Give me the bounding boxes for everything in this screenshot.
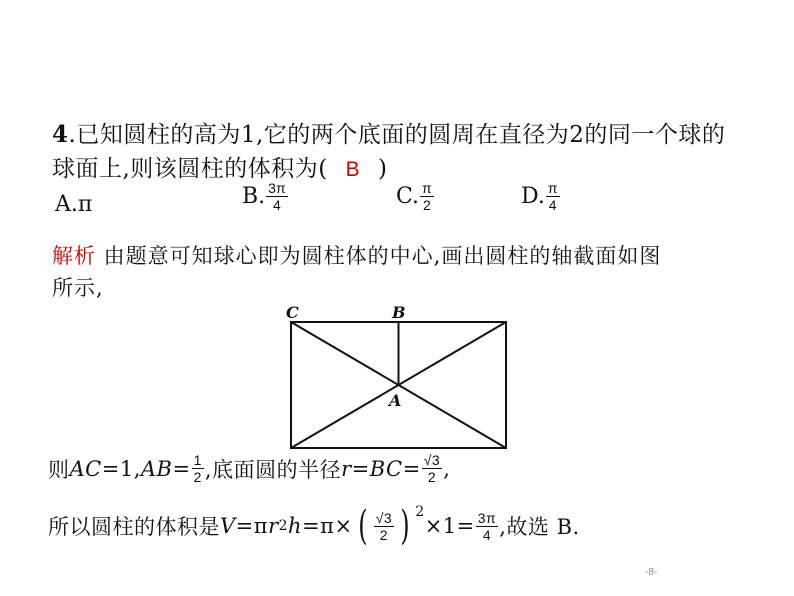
calc2-f1-den: 2 <box>379 526 389 543</box>
calc-line-2 <box>48 503 580 549</box>
calc2-h: h <box>288 514 303 538</box>
label-c: C <box>286 303 299 322</box>
calc1-f1-num: 1 <box>193 452 202 468</box>
calc1-ab: AB <box>140 456 173 481</box>
calc2-end: ,故选 B. <box>499 515 580 539</box>
calc2-eq1: =π <box>235 514 269 538</box>
option-d-label: D. <box>521 184 545 209</box>
calc2-close-paren: ) <box>400 503 411 549</box>
option-c-fraction <box>420 180 434 213</box>
option-c-label: C. <box>396 184 420 209</box>
calc1-eq2: = <box>172 456 191 481</box>
option-c-den: 2 <box>422 197 431 213</box>
solution-title: 解析 <box>52 244 96 268</box>
calc1-eq4: = <box>402 456 421 481</box>
calc1-eq1: =1, <box>101 456 141 481</box>
label-a: A <box>389 391 402 410</box>
calc1-mid: ,底面圆的半径 <box>204 457 342 482</box>
calc1-f1-den: 2 <box>193 469 202 485</box>
option-b-num: 3π <box>268 180 286 196</box>
option-d-fraction <box>546 180 560 213</box>
solution-line-2 <box>52 272 104 302</box>
answer-letter: B <box>345 158 361 181</box>
calc1-r: r <box>341 456 352 481</box>
calc1-prefix: 则 <box>48 457 70 482</box>
calc2-fraction-1 <box>374 510 394 543</box>
option-a-label: A.π <box>55 192 93 217</box>
calc1-fraction-1 <box>192 452 204 485</box>
question-text-1: .已知圆柱的高为1,它的两个底面的圆周在直径为2的同一个球的 <box>68 122 726 148</box>
axial-section-figure <box>280 300 520 455</box>
calc2-mul: ×1= <box>424 514 475 538</box>
option-b-label: B. <box>242 184 266 209</box>
calc1-end: , <box>443 456 451 481</box>
calc2-r: r <box>268 514 279 538</box>
question-line-1 <box>52 116 725 149</box>
option-c <box>396 180 435 213</box>
calc2-f2-num: 3π <box>477 509 497 526</box>
calc1-bc: BC <box>369 456 403 481</box>
calc2-open-paren: ( <box>357 503 368 549</box>
question-line-2 <box>52 150 387 183</box>
solution-line-1 <box>52 240 661 270</box>
solution-text-2: 所示, <box>52 276 104 300</box>
calc2-prefix: 所以圆柱的体积是 <box>48 515 220 539</box>
option-b-fraction <box>266 180 287 213</box>
option-b <box>242 180 289 213</box>
question-text-3: ) <box>377 156 388 182</box>
calc1-f2-den: 2 <box>427 469 437 485</box>
question-number: 4 <box>52 121 69 148</box>
option-d-den: 4 <box>548 197 557 213</box>
calc1-ac: AC <box>69 456 102 481</box>
option-b-den: 4 <box>273 197 281 213</box>
calc-line-1 <box>48 452 450 485</box>
option-c-num: π <box>422 180 432 196</box>
calc2-fraction-2 <box>476 510 498 543</box>
calc2-f1-num: √3 <box>375 509 393 526</box>
calc2-eq2: =π× <box>302 514 353 538</box>
option-d <box>521 180 561 213</box>
option-d-num: π <box>547 180 558 196</box>
calc1-fraction-2 <box>422 452 442 485</box>
page-number: -8- <box>645 567 658 578</box>
calc1-eq3: = <box>351 456 370 481</box>
solution-text-1: 由题意可知球心即为圆柱体的中心,画出圆柱的轴截面如图 <box>96 244 662 268</box>
calc1-f2-num: √3 <box>423 452 441 468</box>
calc2-v: V <box>220 514 236 538</box>
question-text-2: 球面上,则该圆柱的体积为( <box>52 156 328 182</box>
option-a <box>55 192 92 217</box>
calc2-sup: 2 <box>278 518 289 534</box>
calc2-exp: 2 <box>415 504 425 520</box>
calc2-f2-den: 4 <box>482 526 492 543</box>
label-b: B <box>392 303 406 322</box>
